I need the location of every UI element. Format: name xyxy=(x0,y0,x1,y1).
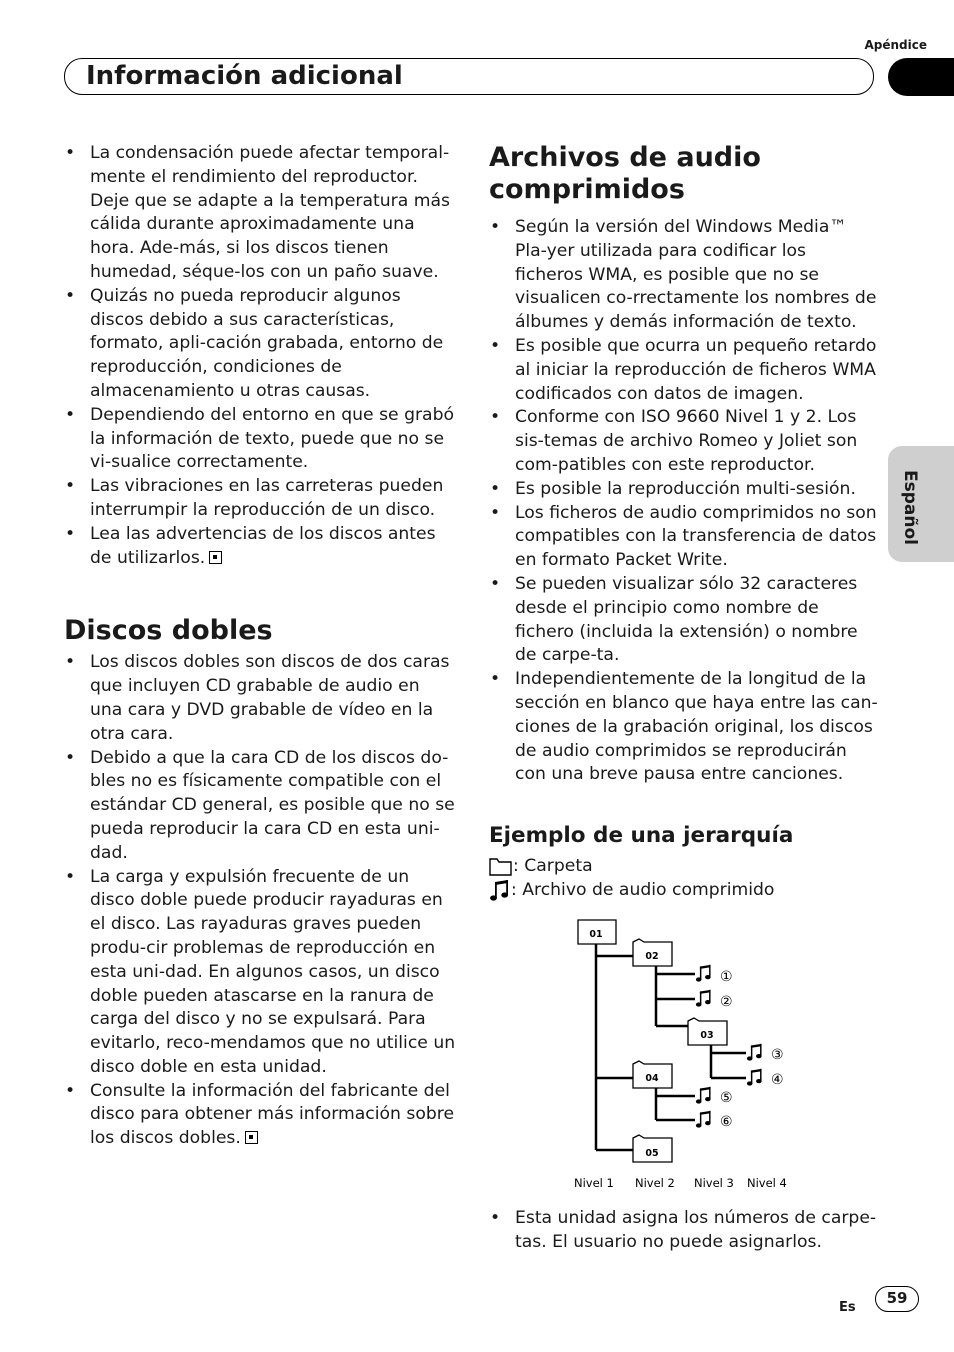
end-mark-icon xyxy=(245,1131,258,1144)
discos-dobles-bullet-list xyxy=(64,651,456,1151)
list-item: • Debido a que la cara CD de los discos do-bles no es físicamente compatible con el estándar CD general, es posible que no se pueda reproducir la cara CD en esta uni-dad. xyxy=(64,747,456,866)
file-number-6: ⑥ xyxy=(720,1114,733,1130)
archivos-bullet-list xyxy=(489,216,879,787)
section-tab-marker xyxy=(888,58,954,96)
list-item: • Es posible que ocurra un pequeño retardo al iniciar la reproducción de ficheros WMA codificados con datos de imagen. xyxy=(489,335,879,406)
list-item: • Los discos dobles son discos de dos caras que incluyen CD grabable de audio en una cara y DVD grabable de vídeo en la otra cara. xyxy=(64,651,456,746)
subsection-title-jerarquia: Ejemplo de una jerarquía xyxy=(489,823,794,849)
appendix-label: Apéndice xyxy=(864,38,927,52)
list-item: • Lea las advertencias de los discos antes de utilizarlos. xyxy=(64,523,456,571)
folder-label-03: 03 xyxy=(700,1030,714,1041)
list-item: • Los ficheros de audio comprimidos no son compatibles con la transferencia de datos en formato Packet Write. xyxy=(489,502,879,573)
list-item: • Las vibraciones en las carreteras pueden interrumpir la reproducción de un disco. xyxy=(64,475,456,523)
list-item: • La condensación puede afectar temporal-mente el rendimiento del reproductor. Deje que se adapte a la temperatura más cálida durante aproximadamente una hora. Ade-más, si los discos tienen humedad, séque-los con un paño suave. xyxy=(64,142,456,285)
left-column xyxy=(64,142,456,1151)
music-note-icon xyxy=(489,878,511,902)
music-note-icon xyxy=(696,1087,711,1104)
list-item: • Quizás no pueda reproducir algunos discos debido a sus características, formato, apli-cación grabada, entorno de reproducción, condiciones de almacenamiento u otras causas. xyxy=(64,285,456,404)
section-title-archivos: Archivos de audio comprimidos xyxy=(489,142,761,205)
list-item: • Independientemente de la longitud de la sección en blanco que haya entre las can-ciones de la grabación original, los discos de audio comprimidos se reproducirán con una breve pausa entre canciones. xyxy=(489,668,879,787)
music-note-icon xyxy=(747,1044,762,1061)
hierarchy-note-list xyxy=(489,1207,879,1255)
page-title: Información adicional xyxy=(86,61,403,91)
music-note-icon xyxy=(696,1111,711,1128)
section-title-discos-dobles: Discos dobles xyxy=(64,615,273,647)
hierarchy-note xyxy=(489,1207,879,1255)
language-tab-label-box xyxy=(890,470,930,554)
list-item: • Conforme con ISO 9660 Nivel 1 y 2. Los sis-temas de archivo Romeo y Joliet son com-patibles con este reproductor. xyxy=(489,406,879,477)
file-number-5: ⑤ xyxy=(720,1090,733,1106)
end-mark-icon xyxy=(209,551,222,564)
list-item: • Esta unidad asigna los números de carpe-tas. El usuario no puede asignarlos. xyxy=(489,1207,879,1255)
folder-icon xyxy=(489,856,513,876)
music-note-icon xyxy=(696,965,711,982)
list-item: • Es posible la reproducción multi-sesión. xyxy=(489,478,879,502)
level-label-4: Nivel 4 xyxy=(747,1176,787,1190)
list-item: • La carga y expulsión frecuente de un disco doble puede producir rayaduras en el disco. Las rayaduras graves pueden produ-cir problemas de reproducción en esta uni-dad. En algunos casos, un disco doble pueden atascarse en la ranura de carga del disco y no se expulsará. Para evitarlo, reco-mendamos que no utilice un disco doble en esta unidad. xyxy=(64,866,456,1080)
list-item: • Según la versión del Windows Media™ Pla-yer utilizada para codificar los ficheros WMA, es posible que no se visualicen co-rrectamente los nombres de álbumes y demás información de texto. xyxy=(489,216,879,335)
level-label-1: Nivel 1 xyxy=(574,1176,614,1190)
folder-label-01: 01 xyxy=(589,929,603,940)
file-number-1: ① xyxy=(720,969,733,985)
music-note-icon xyxy=(747,1069,762,1086)
file-number-3: ③ xyxy=(771,1047,784,1063)
file-number-4: ④ xyxy=(771,1072,784,1088)
list-item: • Se pueden visualizar sólo 32 caracteres desde el principio como nombre de fichero (incluida la extensión) o nombre de carpe-ta. xyxy=(489,573,879,668)
intro-bullet-list xyxy=(64,142,456,570)
folder-label-04: 04 xyxy=(645,1073,659,1084)
legend-folder: : Carpeta xyxy=(489,854,879,878)
list-item: • Consulte la información del fabricante del disco para obtener más información sobre los discos dobles. xyxy=(64,1080,456,1151)
list-item: • Dependiendo del entorno en que se grabó la información de texto, puede que no se vi-sualice correctamente. xyxy=(64,404,456,475)
level-label-3: Nivel 3 xyxy=(694,1176,734,1190)
level-label-2: Nivel 2 xyxy=(635,1176,675,1190)
music-note-icon xyxy=(696,990,711,1007)
folder-label-05: 05 xyxy=(645,1148,659,1159)
folder-label-02: 02 xyxy=(645,951,659,962)
language-tab-label: Español xyxy=(900,470,920,545)
page-language-code: Es xyxy=(839,1300,856,1315)
file-number-2: ② xyxy=(720,994,733,1010)
right-column xyxy=(489,142,879,902)
legend-file: : Archivo de audio comprimido xyxy=(489,878,879,902)
hierarchy-diagram xyxy=(560,906,820,1196)
page-number: 59 xyxy=(875,1286,919,1312)
